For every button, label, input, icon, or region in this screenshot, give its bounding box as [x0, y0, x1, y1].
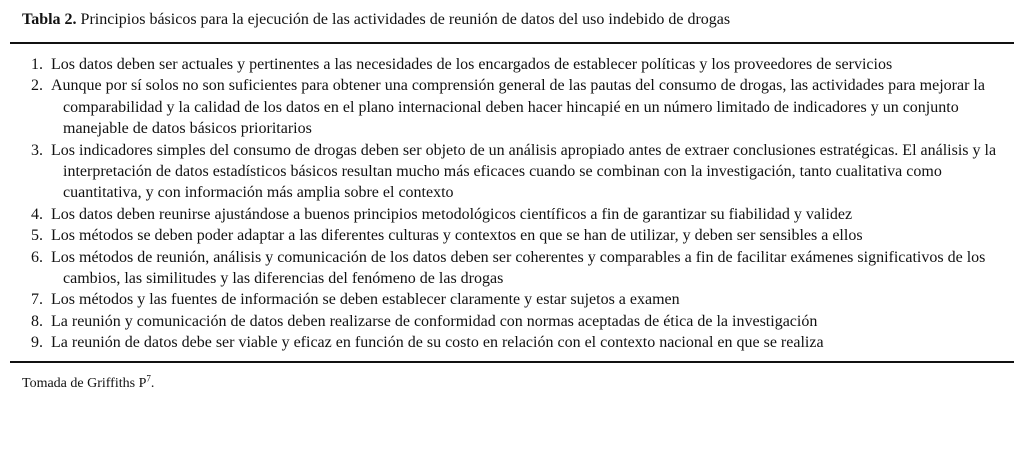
table-caption — [10, 10, 1014, 30]
principle-number: 7. — [31, 291, 43, 309]
principle-item-8 — [10, 311, 1014, 332]
principles-list — [10, 54, 1014, 354]
table-caption-text: Principios básicos para la ejecución de las actividades de reunión de datos del uso indebido de drogas — [76, 11, 731, 28]
principle-text: Los métodos se deben poder adaptar a las diferentes culturas y contextos en que se han de utilizar, y deben ser sensibles a ellos — [51, 227, 863, 245]
principle-item-5 — [10, 225, 1014, 246]
principle-text: Aunque por sí solos no son suficientes para obtener una comprensión general de las pautas del consumo de drogas, las actividades para mejorar la comparabilidad y la calidad de los datos en el plano internacional deben hacer hincapié en un número limitado de indicadores y un conjunto manejable de datos básicos prioritarios — [51, 77, 985, 138]
principle-item-3 — [10, 140, 1014, 204]
principle-text: Los métodos y las fuentes de información se deben establecer claramente y estar sujetos a examen — [51, 291, 680, 309]
principle-text: Los indicadores simples del consumo de drogas deben ser objeto de un análisis apropiado antes de extraer conclusiones estratégicas. El análisis y la interpretación de datos estadísticos básicos resultan mucho más eficaces cuando se combinan con la investigación, tanto cualitativa como cuantitativa, y con información más amplia sobre el contexto — [51, 141, 997, 202]
principle-number: 1. — [31, 56, 43, 73]
principle-text: Los datos deben reunirse ajustándose a buenos principios metodológicos científicos a fin de garantizar su fiabilidad y validez — [51, 205, 853, 223]
principle-text: La reunión de datos debe ser viable y eficaz en función de su costo en relación con el contexto nacional en que se realiza — [51, 334, 824, 352]
principle-number: 5. — [31, 227, 43, 245]
source-note-period: . — [150, 375, 155, 391]
principle-text: Los métodos de reunión, análisis y comunicación de los datos deben ser coherentes y comparables a fin de facilitar exámenes significativos de los cambios, las similitudes y las diferencias del fenómeno de las drogas — [51, 248, 986, 288]
principle-item-4 — [10, 204, 1014, 225]
principle-item-9 — [10, 332, 1014, 353]
principle-item-7 — [10, 289, 1014, 310]
principle-number: 6. — [31, 248, 43, 266]
principle-text: La reunión y comunicación de datos deben realizarse de conformidad con normas aceptadas de ética de la investigación — [51, 312, 818, 330]
principle-number: 9. — [31, 334, 43, 352]
table-top-rule — [10, 42, 1014, 44]
principle-item-1 — [10, 54, 1014, 75]
principle-item-2 — [10, 75, 1014, 139]
principle-number: 3. — [31, 141, 43, 159]
principle-number: 4. — [31, 205, 43, 223]
principle-text: Los datos deben ser actuales y pertinentes a las necesidades de los encargados de establecer políticas y los proveedores de servicios — [51, 56, 893, 73]
principle-number: 2. — [31, 77, 43, 95]
principle-item-6 — [10, 247, 1014, 290]
principle-number: 8. — [31, 312, 43, 330]
source-note-text: Tomada de Griffiths P — [22, 375, 147, 391]
source-note — [10, 375, 1014, 393]
table-bottom-rule — [10, 361, 1014, 363]
source-note-reference: 7 — [146, 373, 151, 384]
table-caption-label: Tabla 2. — [22, 11, 77, 28]
